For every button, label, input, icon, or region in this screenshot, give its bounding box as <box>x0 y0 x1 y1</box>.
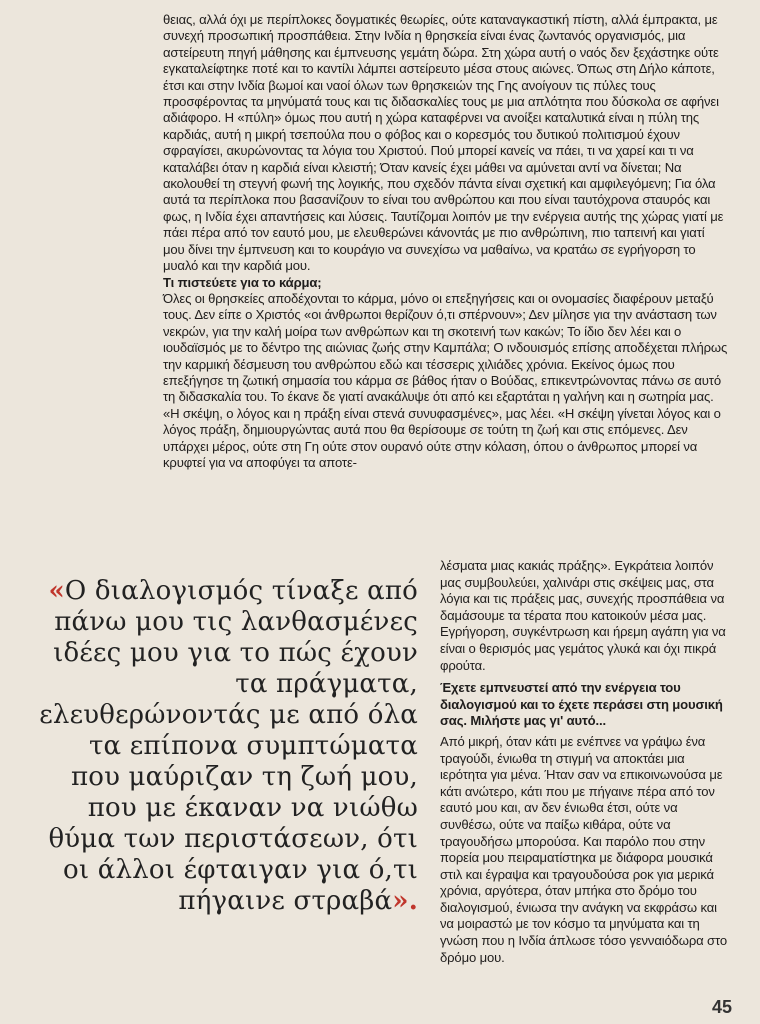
intro-paragraph: θειας, αλλά όχι με περίπλοκες δογματικές θεωρίες, ούτε καταναγκαστική πίστη, αλλά έμπρακτα, με συνεχή προσωπική προσπάθεια. Στην Ινδία η θρησκεία είναι ένας ζωντανός οργανισμός, μια αστείρευτη πηγή μάθησης και έμπνευσης γεμάτη δώρα. Στη χώρα αυτή ο ναός δεν ξεχάστηκε ούτε εγκαταλείφτηκε ποτέ και το καντίλι λάμπει αστείρευτο μέσα στους αιώνες. Όπως στη Δήλο κάποτε, έτσι και στην Ινδία βωμοί και ναοί όλων των θρησκειών της Γης ανοίγουν τις πύλες τους προσφέροντας τα μηνύματά τους και τις διδασκαλίες τους με μια απλότητα που δύσκολα σε αφήνει αδιάφορο. Η «πύλη» όμως που αυτή η χώρα καταφέρνει να ανοίξει καταλυτικά είναι η πύλη της καρδιάς, αυτή η μικρή τσεπούλα που ο φόβος και ο κορεσμός του δυτικού πολιτισμού έχουν σφραγίσει, ακυρώνοντας τα λόγια του Χριστού. Πού μπορεί κανείς να πάει, τι να χαρεί και τι να καταλάβει όταν η καρδιά είναι κλειστή; Όταν κανείς έχει μάθει να αμύνεται αντί να δίνεται; Να ακολουθεί τη στεγνή φωνή της λογικής, που σχεδόν πάντα είναι σχετική και αμφιλεγόμενη; Για όλα αυτά τα περίπλοκα που βασανίζουν το είναι του ανθρώπου και που είναι ταυτόχρονα σταυρός και φως, η Ινδία έχει απαντήσεις και λύσεις. Ταυτίζομαι λοιπόν με την ενέργεια αυτής της χώρας γιατί με πάει πέρα από τον εαυτό μου, με ελευθερώνει κάνοντάς με πιο ανθρώπινη, πιο ταπεινή και γιατί μου δίνει την έμπνευση και το κουράγιο να συνεχίσω να μαθαίνω, να κρατάω σε εγρήγορση το μυαλό και την καρδιά μου. <box>163 12 724 274</box>
question-meditation-music: Έχετε εμπνευστεί από την ενέργεια του διαλογισμού και το έχετε περάσει στη μουσική σας. Μιλήστε μας γι' αυτό... <box>440 680 723 729</box>
pull-quote <box>38 576 418 917</box>
article-top-block <box>163 12 728 471</box>
karma-paragraph-continued: λέσματα μιας κακιάς πράξης». Εγκράτεια λοιπόν μας συμβουλεύει, χαλινάρι στις σκέψεις μας, στα λόγια και τις πράξεις μας, συνεχής προσπάθεια να δαμάσουμε τα τέρατα που κατοικούν μέσα μας. Εγρήγορση, συγκέντρωση και ήρεμη αγάπη για να είναι ο θερισμός μας γεμάτος γλυκά και όχι πικρά φρούτα. <box>440 558 726 673</box>
pull-quote-open-mark: « <box>48 576 65 606</box>
karma-paragraph: Όλες οι θρησκείες αποδέχονται το κάρμα, μόνο οι επεξηγήσεις και οι ονομασίες διαφέρουν μεταξύ τους. Δεν είπε ο Χριστός «οι άνθρωποι θερίζουν ό,τι σπέρνουν»; Δεν μίλησε για την ανάσταση των νεκρών, για την καλή μοίρα των ανθρώπων και τη σκοτεινή των κακών; Το ίδιο δεν λέει και ο ιουδαϊσμός με το δέντρο της αιώνιας ζωής στην Καμπάλα; Ο ινδουισμός επίσης αποδέχεται πλήρως την καρμική δέσμευση του ανθρώπου εδώ και τέσσερις χιλιάδες χρόνια. Εκείνος όμως που επεξήγησε τη ζωτική σημασία του κάρμα σε βάθος ήταν ο Βούδας, επικεντρώνοντας πάνω σε αυτό τη διδασκαλία του. Το έκανε δε γιατί ανακάλυψε ότι από κει εξαρτάται η γαλήνη και η σωτηρία μας. «Η σκέψη, ο λόγος και η πράξη είναι στενά συνυφασμένες», μας λέει. «Η σκέψη γίνεται λόγος και ο λόγος πράξη, δημιουργώντας αυτά που θα θερίσουμε σε τούτη τη ζωή και στις επόμενες. Δεν υπάρχει μέρος, ούτε στη Γη ούτε στον ουρανό ούτε στην κόλαση, όπου ο άνθρωπος μπορεί να κρυφτεί για να αποφύγει τα αποτε- <box>163 290 728 470</box>
article-right-column <box>440 558 730 966</box>
music-paragraph: Από μικρή, όταν κάτι με ενέπνεε να γράψω ένα τραγούδι, ένιωθα τη στιγμή να αποκτάει μια ιερότητα για μένα. Ήταν σαν να επικοινωνούσα με κάτι ανώτερο, κάτι που με πήγαινε πέρα από τον εαυτό μου και, αν δεν ένιωθα έτσι, ούτε να συνθέσω, ούτε να παίξω κιθάρα, ούτε να τραγουδήσω μπορούσα. Και παρόλο που στην πορεία μου πειραματίστηκα με διάφορα μουσικά στιλ και έγραψα και τραγουδούσα ροκ για μερικά χρόνια, αργότερα, όταν μπήκα στο δρόμο του διαλογισμού, ένιωσα την ανάγκη να εκφράσω και να μοιραστώ με τον κόσμο τα μηνύματα και τη γνώση που η Ινδία άπλωσε τόσο γενναιόδωρα στο δρόμο μου. <box>440 733 727 965</box>
pull-quote-text: Ο διαλογισμός τίναξε από πάνω μου τις λανθασμένες ιδέες μου για το πώς έχουν τα πράγματα, ελευθερώνοντάς με από όλα τα επίπονα συμπτώματα που μαύριζαν τη ζωή μου, που με έκαναν να νιώθω θύμα των περιστάσεων, ότι οι άλλοι έφταιγαν για ό,τι πήγαινε στραβά <box>39 576 418 916</box>
question-karma: Τι πιστεύετε για το κάρμα; <box>163 274 322 290</box>
page-number: 45 <box>711 997 732 1017</box>
pull-quote-close-mark: ». <box>392 886 418 916</box>
